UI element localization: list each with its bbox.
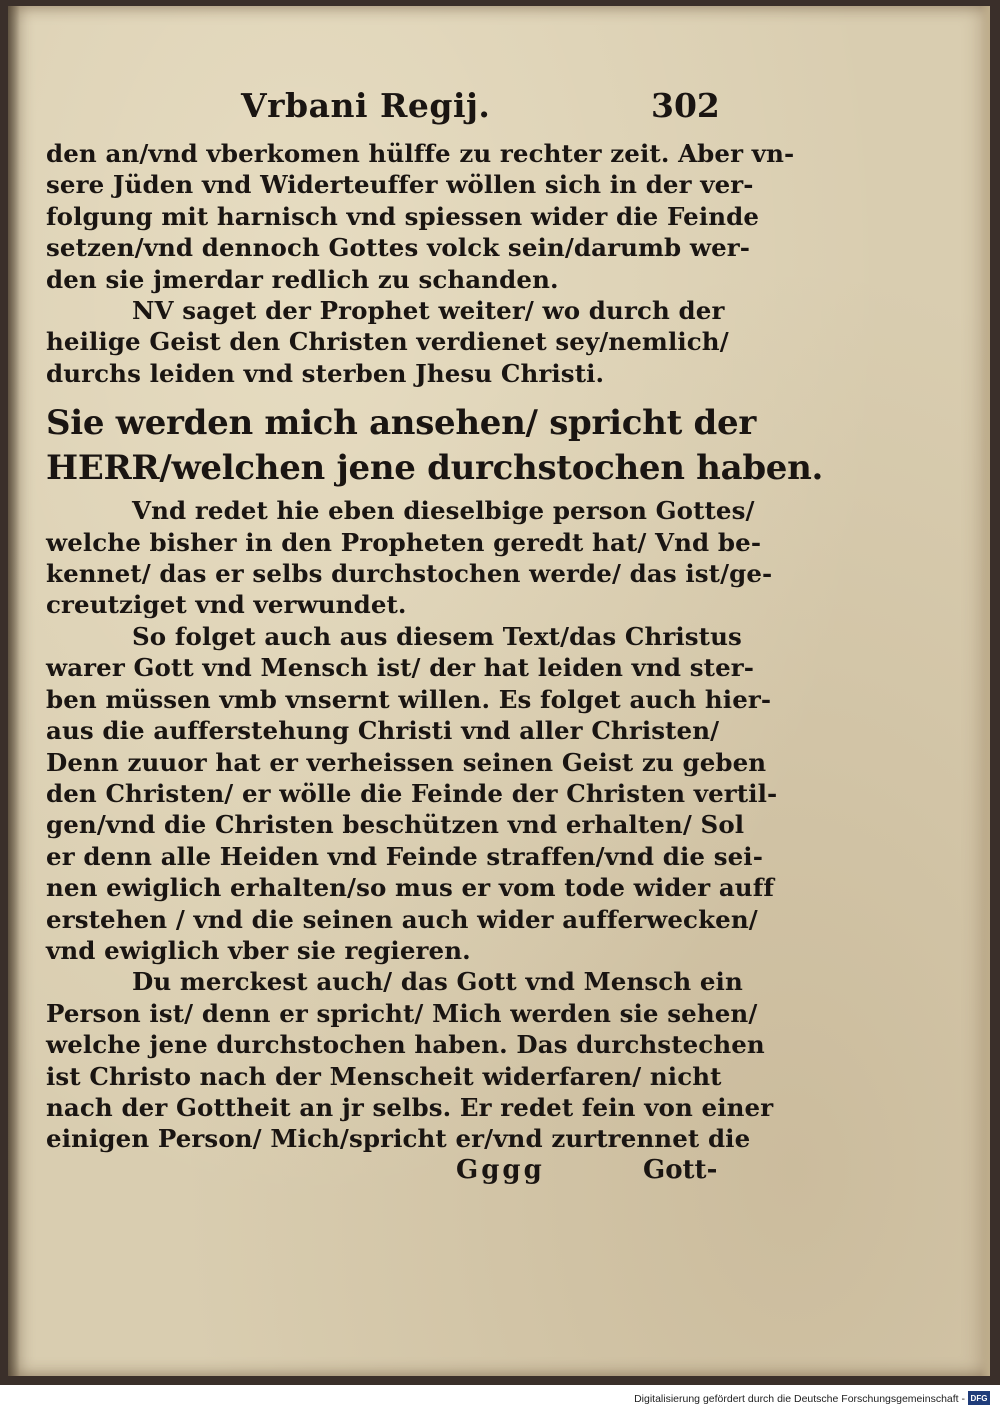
- text-line: setzen/vnd dennoch Gottes volck sein/darumb wer-: [46, 233, 751, 263]
- heading-line: HERR/welchen jene durchstochen haben.: [46, 448, 824, 489]
- dfg-logo: DFG: [968, 1391, 990, 1405]
- text-line: nach der Gottheit an jr selbs. Er redet fein von einer: [46, 1092, 774, 1122]
- page-footer: [46, 1155, 726, 1189]
- text-line: folgung mit harnisch vnd spiessen wider die Feinde: [46, 201, 760, 231]
- text-line: einigen Person/ Mich/spricht er/vnd zurtrennet die: [46, 1124, 751, 1154]
- signature-mark: Gggg: [456, 1154, 545, 1185]
- text-block: [46, 86, 824, 1189]
- paragraph-1: [46, 138, 795, 295]
- text-line: durchs leiden vnd sterben Jhesu Christi.: [46, 358, 605, 388]
- page-edge: [980, 6, 990, 1376]
- text-line: er denn alle Heiden vnd Feinde straffen/vnd die sei-: [46, 841, 763, 871]
- digitization-credit: Digitalisierung gefördert durch die Deutsche Forschungsgemeinschaft -: [634, 1393, 965, 1405]
- text-line: welche bisher in den Propheten geredt hat/ Vnd be-: [46, 527, 762, 557]
- text-line: ist Christo nach der Menscheit widerfaren/ nicht: [46, 1061, 722, 1091]
- running-head: [46, 86, 726, 138]
- text-line: Person ist/ denn er spricht/ Mich werden sie sehen/: [46, 998, 758, 1028]
- paragraph-5: [46, 966, 774, 1154]
- text-line: ben müssen vmb vnsernt willen. Es folget auch hier-: [46, 684, 772, 714]
- gutter-shadow: [8, 6, 20, 1376]
- text-line: So folget auch aus diesem Text/das Christus: [132, 621, 742, 651]
- text-line: Du merckest auch/ das Gott vnd Mensch ein: [132, 967, 743, 997]
- text-line: warer Gott vnd Mensch ist/ der hat leiden vnd ster-: [46, 653, 755, 683]
- running-head-title: Vrbani Regij.: [241, 86, 491, 125]
- text-line: den Christen/ er wölle die Feinde der Christen vertil-: [46, 778, 778, 808]
- paragraph-3: [46, 495, 773, 621]
- paragraph-4: [46, 621, 778, 966]
- text-line: aus die aufferstehung Christi vnd aller Christen/: [46, 716, 720, 746]
- text-line: Vnd redet hie eben dieselbige person Gottes/: [132, 496, 755, 526]
- paragraph-2: [46, 295, 729, 389]
- text-line: NV saget der Prophet weiter/ wo durch der: [132, 296, 725, 326]
- text-line: kennet/ das er selbs durchstochen werde/ das ist/ge-: [46, 559, 773, 589]
- text-line: erstehen / vnd die seinen auch wider aufferwecken/: [46, 904, 758, 934]
- scripture-heading: [46, 401, 824, 491]
- text-line: den sie jmerdar redlich zu schanden.: [46, 264, 559, 294]
- text-line: vnd ewiglich vber sie regieren.: [46, 935, 471, 965]
- heading-line: Sie werden mich ansehen/ spricht der: [46, 403, 756, 444]
- text-line: gen/vnd die Christen beschützen vnd erhalten/ Sol: [46, 810, 745, 840]
- page-number: 302: [651, 86, 720, 125]
- catchword: Gott-: [643, 1154, 718, 1185]
- text-line: heilige Geist den Christen verdienet sey/nemlich/: [46, 327, 729, 357]
- text-line: nen ewiglich erhalten/so mus er vom tode wider auff: [46, 873, 774, 903]
- book-page: [8, 6, 990, 1376]
- text-line: welche jene durchstochen haben. Das durchstechen: [46, 1030, 765, 1060]
- text-line: den an/vnd vberkomen hülffe zu rechter zeit. Aber vn-: [46, 139, 795, 168]
- text-line: creutziget vnd verwundet.: [46, 590, 407, 620]
- text-line: Denn zuuor hat er verheissen seinen Geist zu geben: [46, 747, 767, 777]
- text-line: sere Jüden vnd Widerteuffer wöllen sich in der ver-: [46, 170, 754, 200]
